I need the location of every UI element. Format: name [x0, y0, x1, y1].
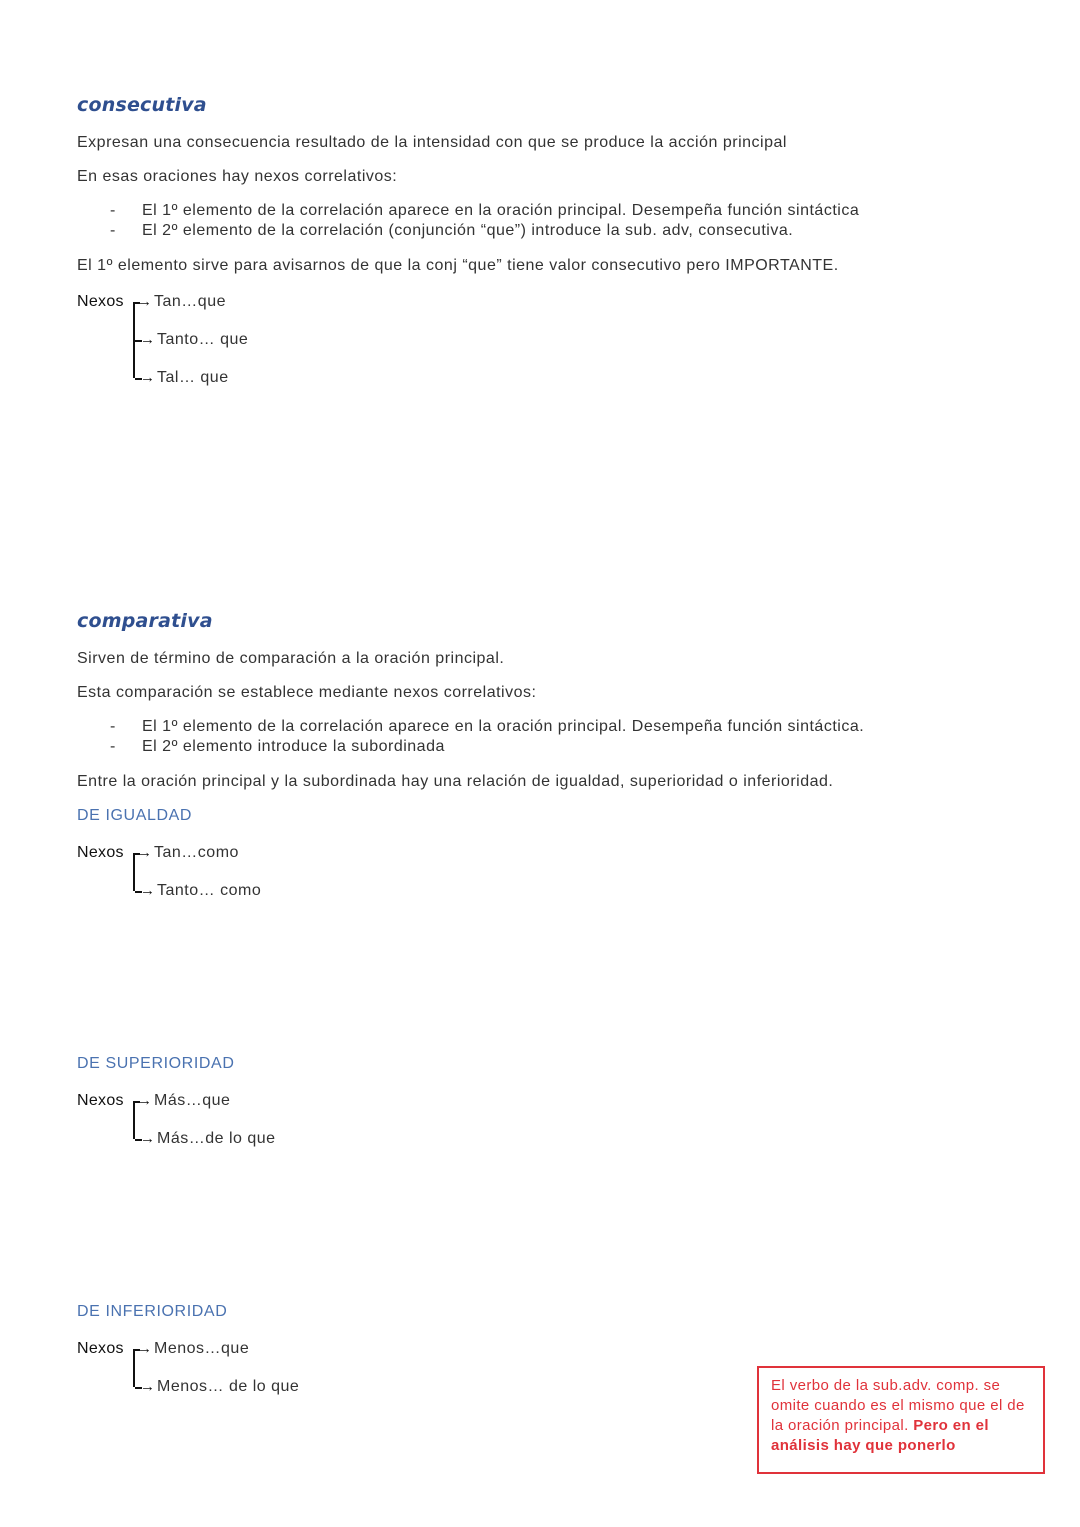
paragraph: Sirven de término de comparación a la oración principal.	[77, 650, 505, 667]
section-title-consecutiva: consecutiva	[77, 94, 207, 116]
paragraph: Esta comparación se establece mediante nexos correlativos:	[77, 684, 537, 701]
nexos-label: Nexos	[77, 844, 124, 861]
nexos-label: Nexos	[77, 1340, 124, 1357]
arrow-icon: →	[137, 1092, 152, 1109]
nexo-item: Tanto… que	[157, 331, 249, 348]
note-box	[757, 1366, 1045, 1474]
arrow-icon: →	[140, 369, 155, 386]
nexo-item: Tan…como	[154, 844, 239, 861]
nexo-item: Más…de lo que	[157, 1130, 276, 1147]
paragraph: Expresan una consecuencia resultado de la intensidad con que se produce la acción principal	[77, 134, 787, 151]
list-item: El 1º elemento de la correlación aparece en la oración principal. Desempeña función sintáctica	[142, 202, 860, 219]
arrow-icon: →	[140, 1130, 155, 1147]
nexos-label: Nexos	[77, 293, 124, 310]
paragraph: El 1º elemento sirve para avisarnos de que la conj “que” tiene valor consecutivo pero IMPORTANTE.	[77, 257, 839, 274]
list-item: El 2º elemento introduce la subordinada	[142, 738, 445, 755]
nexo-item: Tanto… como	[157, 882, 262, 899]
section-title-comparativa: comparativa	[77, 610, 213, 632]
nexos-label: Nexos	[77, 1092, 124, 1109]
paragraph: Entre la oración principal y la subordinada hay una relación de igualdad, superioridad o inferioridad.	[77, 773, 834, 790]
nexo-item: Menos…que	[154, 1340, 250, 1357]
arrow-icon: →	[140, 331, 155, 348]
subheading-superioridad: DE SUPERIORIDAD	[77, 1055, 235, 1072]
list-dash: -	[110, 202, 116, 219]
nexo-item: Tan…que	[154, 293, 226, 310]
nexo-item: Menos… de lo que	[157, 1378, 300, 1395]
nexo-item: Más…que	[154, 1092, 231, 1109]
list-item: El 1º elemento de la correlación aparece en la oración principal. Desempeña función sintáctica.	[142, 718, 865, 735]
list-dash: -	[110, 222, 116, 239]
arrow-icon: →	[137, 1340, 152, 1357]
list-dash: -	[110, 718, 116, 735]
arrow-icon: →	[137, 293, 152, 310]
subheading-igualdad: DE IGUALDAD	[77, 807, 193, 824]
note-text: El verbo de la sub.adv. comp. se omite cuando es el mismo que el de la oración principal.	[771, 1377, 1025, 1434]
arrow-icon: →	[137, 844, 152, 861]
paragraph: En esas oraciones hay nexos correlativos:	[77, 168, 398, 185]
nexo-item: Tal… que	[157, 369, 229, 386]
subheading-inferioridad: DE INFERIORIDAD	[77, 1303, 228, 1320]
arrow-icon: →	[140, 882, 155, 899]
note-bold-text: Pero en el análisis hay que ponerlo	[771, 1417, 989, 1454]
list-dash: -	[110, 738, 116, 755]
list-item: El 2º elemento de la correlación (conjunción “que”) introduce la sub. adv, consecutiva.	[142, 222, 794, 239]
arrow-icon: →	[140, 1378, 155, 1395]
